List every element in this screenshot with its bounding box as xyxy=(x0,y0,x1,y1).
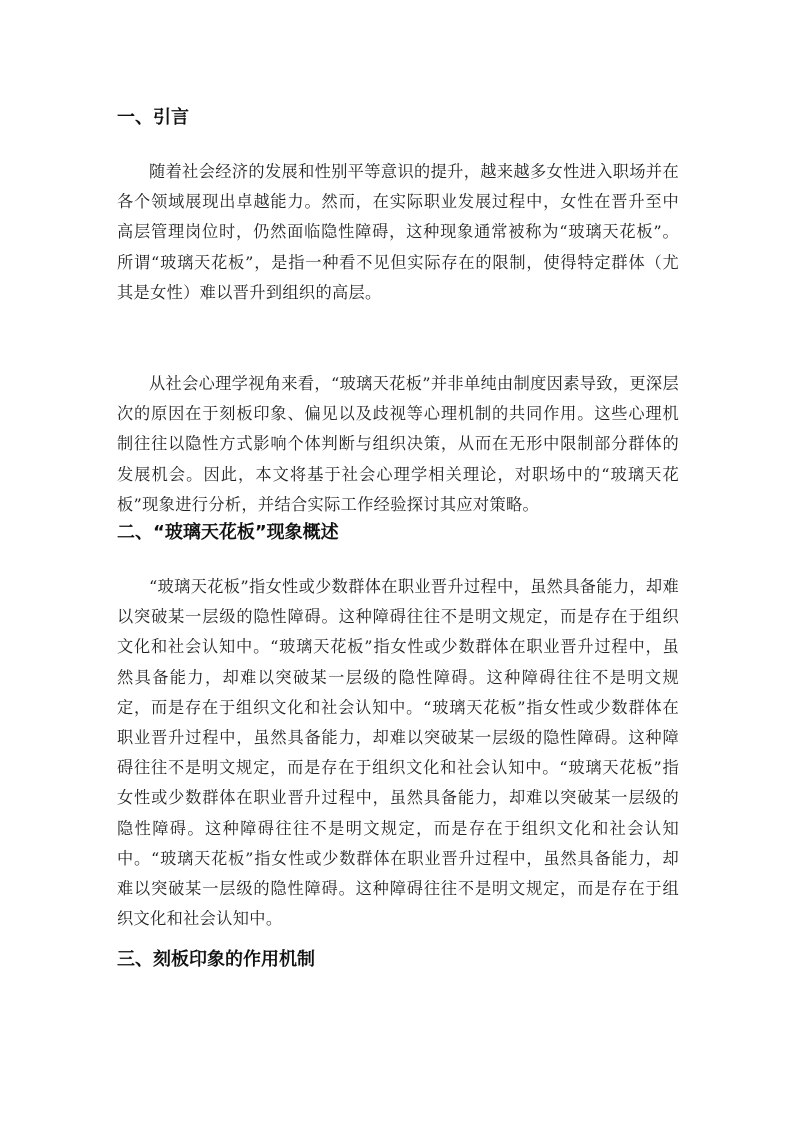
section-heading-introduction: 一、引言 xyxy=(117,107,189,128)
paragraph-introduction-2: 从社会心理学视角来看，“玻璃天花板”并非单纯由制度因素导致，更深层次的原因在于刻板印象、偏见以及歧视等心理机制的共同作用。这些心理机制往往以隐性方式影响个体判断与组织决策，从而在无形中限制部分群体的发展机会。因此，本文将基于社会心理学相关理论，对职场中的“玻璃天花板”现象进行分析，并结合实际工作经验探讨其应对策略。 xyxy=(117,374,679,514)
section-heading-stereotype-mechanism: 三、刻板印象的作用机制 xyxy=(117,949,315,970)
section-heading-glass-ceiling-overview: 二、“玻璃天花板”现象概述 xyxy=(117,522,339,543)
paragraph-glass-ceiling-overview: “玻璃天花板”指女性或少数群体在职业晋升过程中，虽然具备能力，却难以突破某一层级的隐性障碍。这种障碍往往不是明文规定，而是存在于组织文化和社会认知中。“玻璃天花板”指女性或少数群体在职业晋升过程中，虽然具备能力，却难以突破某一层级的隐性障碍。这种障碍往往不是明文规定，而是存在于组织文化和社会认知中。“玻璃天花板”指女性或少数群体在职业晋升过程中，虽然具备能力，却难以突破某一层级的隐性障碍。这种障碍往往不是明文规定，而是存在于组织文化和社会认知中。“玻璃天花板”指女性或少数群体在职业晋升过程中，虽然具备能力，却难以突破某一层级的隐性障碍。这种障碍往往不是明文规定，而是存在于组织文化和社会认知中。“玻璃天花板”指女性或少数群体在职业晋升过程中，虽然具备能力，却难以突破某一层级的隐性障碍。这种障碍往往不是明文规定，而是存在于组织文化和社会认知中。 xyxy=(117,577,679,929)
paragraph-introduction-1: 随着社会经济的发展和性别平等意识的提升，越来越多女性进入职场并在各个领域展现出卓越能力。然而，在实际职业发展过程中，女性在晋升至中高层管理岗位时，仍然面临隐性障碍，这种现象通常被称为“玻璃天花板”。所谓“玻璃天花板”，是指一种看不见但实际存在的限制，使得特定群体（尤其是女性）难以晋升到组织的高层。 xyxy=(117,162,679,302)
